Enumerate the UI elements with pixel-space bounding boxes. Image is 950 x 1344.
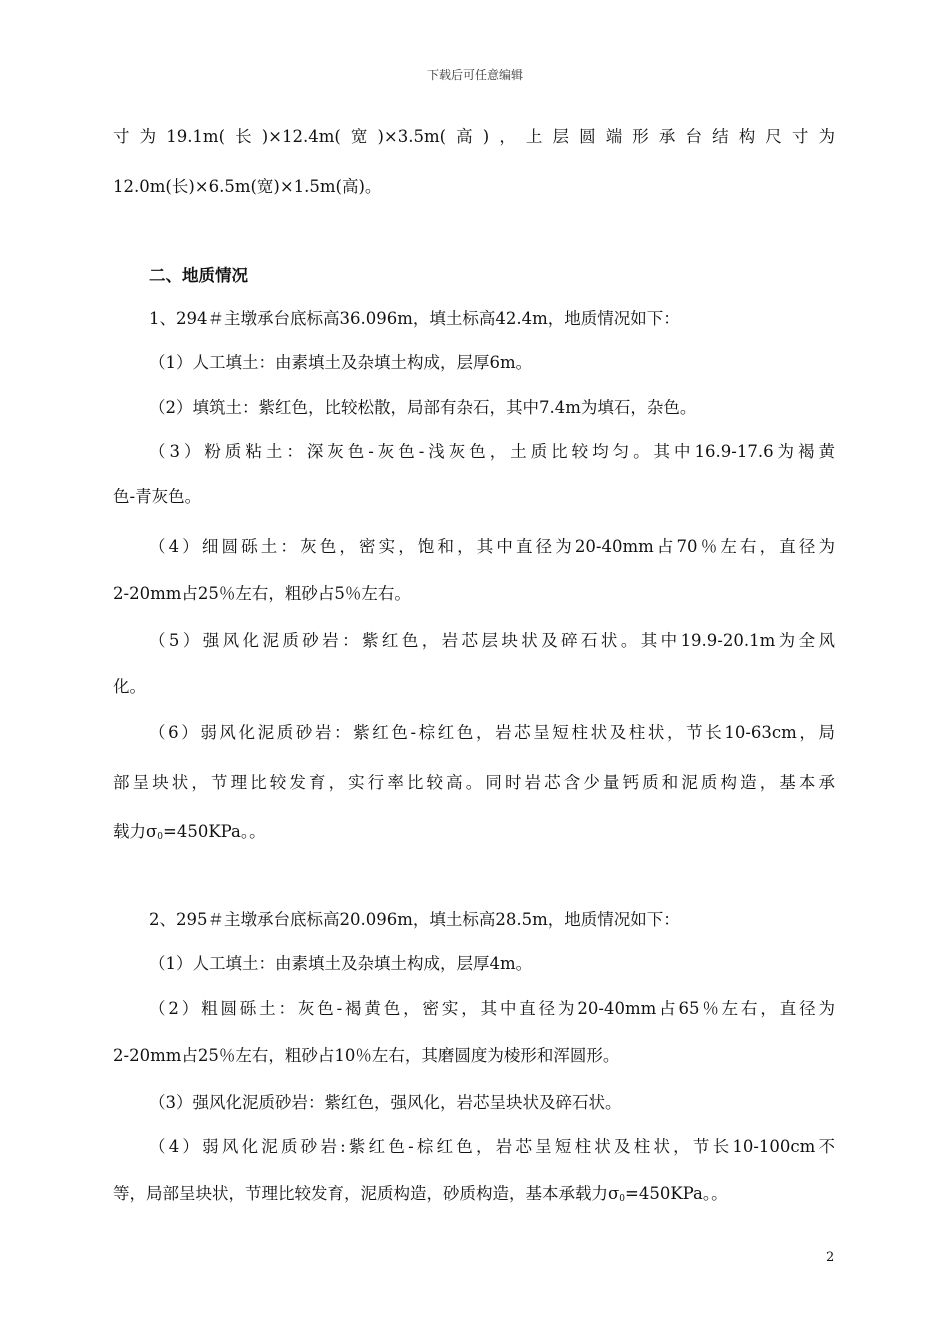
pier-294-layer-3-line-1: （3）粉质粘土：深灰色-灰色-浅灰色，土质比较均匀。其中16.9-17.6为褐黄 — [149, 442, 835, 461]
pier-294-sigma-subscript: 0 — [157, 832, 163, 842]
pier-295-layer-2-line-1: （2）粗圆砾土：灰色-褐黄色，密实，其中直径为20-40mm占65％左右，直径为 — [149, 999, 835, 1018]
pier-294-layer-6-line-2: 部呈块状，节理比较发育，实行率比较高。同时岩芯含少量钙质和泥质构造，基本承 — [113, 773, 835, 792]
pier-294-layer-4-line-1: （4）细圆砾土：灰色，密实，饱和，其中直径为20-40mm占70％左右，直径为 — [149, 537, 835, 556]
pier-294-layer-1: （1）人工填土：由素填土及杂填土构成，层厚6m。 — [149, 353, 533, 372]
pier-294-layer-6-line-1: （6）弱风化泥质砂岩：紫红色-棕红色，岩芯呈短柱状及柱状，节长10-63cm，局 — [149, 723, 835, 742]
page-header-note: 下载后可任意编辑 — [426, 68, 523, 82]
pier-294-layer-5-line-2: 化。 — [113, 677, 146, 696]
pier-294-layer-5-line-1: （5）强风化泥质砂岩：紫红色，岩芯层块状及碎石状。其中19.9-20.1m为全风 — [149, 631, 835, 650]
section-heading: 二、地质情况 — [149, 266, 248, 285]
pier-294-bearing-value: =450KPa。。 — [163, 822, 266, 841]
pier-294-layer-3-line-2: 色-青灰色。 — [113, 487, 202, 506]
pier-294-layer-2: （2）填筑土：紫红色，比较松散，局部有杂石，其中7.4m为填石，杂色。 — [149, 398, 697, 417]
page-number: 2 — [826, 1250, 835, 1265]
pier-295-layer-2-line-2: 2-20mm占25％左右，粗砂占10％左右，其磨圆度为棱形和浑圆形。 — [113, 1046, 620, 1065]
pier-295-layer-4-line-1: （4）弱风化泥质砂岩:紫红色-棕红色，岩芯呈短柱状及柱状，节长10-100cm不 — [149, 1137, 835, 1156]
intro-line-1: 寸为19.1m(长)×12.4m(宽)×3.5m(高)，上层圆端形承台结构尺寸为 — [113, 127, 835, 146]
pier-295-bearing-value: =450KPa。。 — [625, 1184, 728, 1203]
pier-294-layer-6-line-3 — [113, 821, 266, 848]
pier-295-layer-4-line-2 — [113, 1183, 728, 1210]
pier-294-bearing-prefix: 载力σ — [113, 822, 158, 841]
pier-295-title: 2、295＃主墩承台底标高20.096m，填土标高28.5m，地质情况如下： — [149, 910, 680, 929]
pier-295-sigma-subscript: 0 — [619, 1194, 625, 1204]
pier-294-title: 1、294＃主墩承台底标高36.096m，填土标高42.4m，地质情况如下： — [149, 309, 680, 328]
pier-295-bearing-prefix: 等，局部呈块状，节理比较发育，泥质构造，砂质构造，基本承载力σ — [113, 1184, 620, 1203]
pier-295-layer-3: （3）强风化泥质砂岩：紫红色，强风化，岩芯呈块状及碎石状。 — [149, 1093, 622, 1112]
pier-294-layer-4-line-2: 2-20mm占25％左右，粗砂占5％左右。 — [113, 584, 411, 603]
pier-295-layer-1: （1）人工填土：由素填土及杂填土构成，层厚4m。 — [149, 954, 533, 973]
intro-line-2: 12.0m(长)×6.5m(宽)×1.5m(高)。 — [113, 177, 382, 196]
